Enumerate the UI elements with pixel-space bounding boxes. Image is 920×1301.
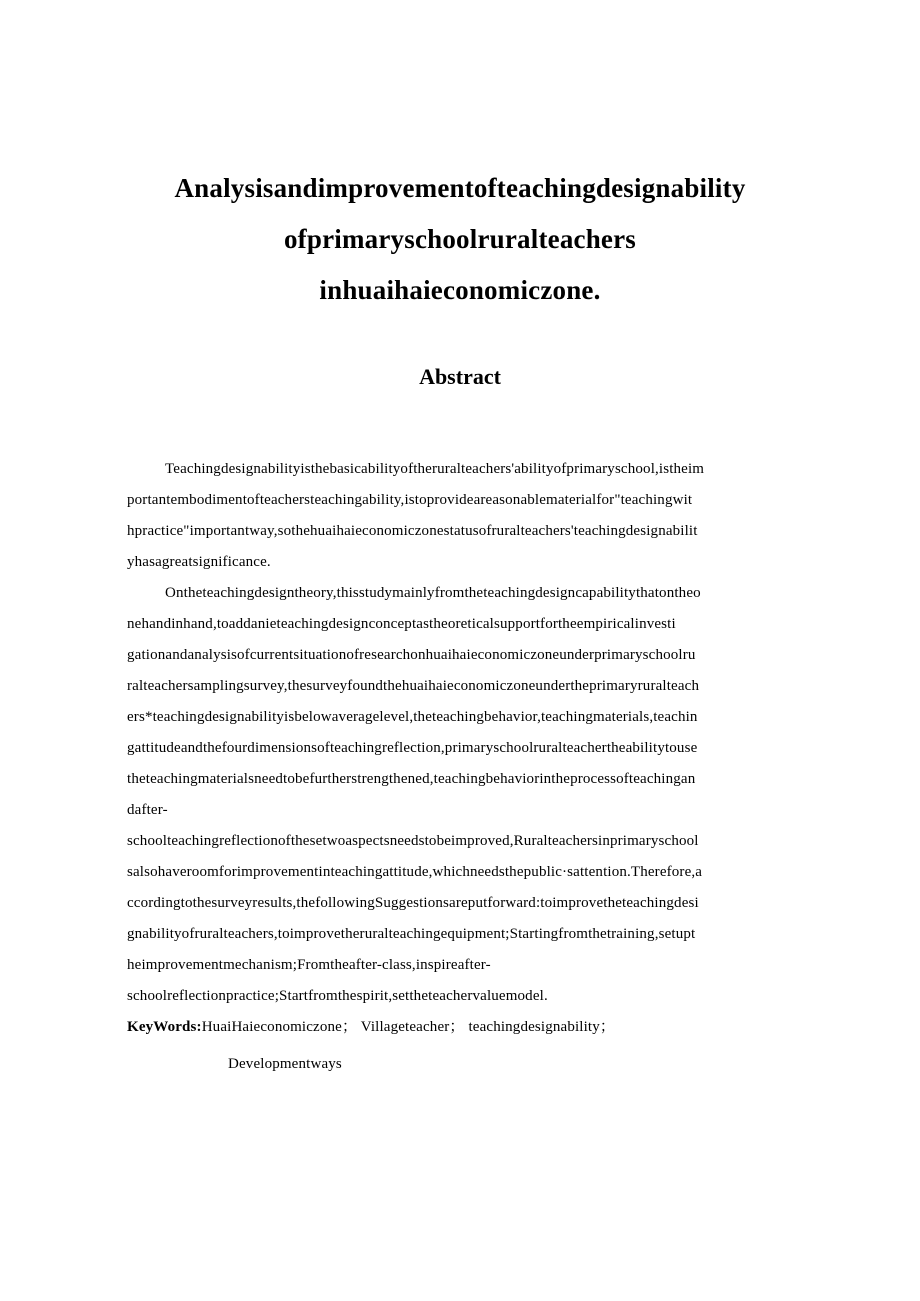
keywords-text: HuaiHaieconomiczone； Villageteacher； teachingdesignability； [201, 1019, 616, 1035]
abstract-line: gattitudeandthefourdimensionsofteachingreflection,primaryschoolruralteachertheabilitytouse [127, 740, 698, 756]
abstract-line: schoolreflectionpractice;Startfromthespirit,settheteachervaluemodel. [127, 988, 548, 1004]
abstract-line: portantembodimentofteachersteachingability,istoprovideareasonablematerialfor"teachingwit [127, 492, 693, 508]
abstract-line: gnabilityofruralteachers,toimprovetheruralteachingequipment;Startingfromthetraining,setupt [127, 926, 696, 942]
abstract-heading: Abstract [419, 364, 501, 389]
title-line-3: inhuaihaieconomiczone. [319, 275, 601, 305]
abstract-line: hpractice"importantway,sothehuaihaieconomiczonestatusofruralteachers'teachingdesignabilit [127, 523, 698, 539]
title-line-1: Analysisandimprovementofteachingdesignability [174, 173, 746, 203]
abstract-line: dafter- [127, 802, 168, 818]
abstract-line: Teachingdesignabilityisthebasicabilityoftheruralteachers'abilityofprimaryschool,istheim [165, 461, 705, 477]
abstract-line: nehandinhand,toaddanieteachingdesignconceptastheoreticalsupportfortheempiricalinvesti [127, 616, 676, 632]
abstract-line: yhasagreatsignificance. [127, 554, 271, 570]
abstract-line: heimprovementmechanism;Fromtheafter-class,inspireafter- [127, 957, 491, 973]
abstract-line: ccordingtothesurveyresults,thefollowingSuggestionsareputforward:toimprovetheteachingdesi [127, 895, 699, 911]
keywords-continuation: Developmentways [228, 1056, 342, 1072]
abstract-line: salsohaveroomforimprovementinteachingattitude,whichneedsthepublic·sattention.Therefore,a [127, 864, 703, 880]
keywords-line [127, 1017, 615, 1037]
keywords-label: KeyWords: [127, 1019, 202, 1035]
abstract-line: ers*teachingdesignabilityisbelowaveragelevel,theteachingbehavior,teachingmaterials,teachin [127, 709, 698, 725]
abstract-line: theteachingmaterialsneedtobefurtherstrengthened,teachingbehaviorintheprocessofteachingan [127, 771, 696, 787]
abstract-line: gationandanalysisofcurrentsituationofresearchonhuaihaieconomiczoneunderprimaryschoolru [127, 647, 696, 663]
abstract-line: schoolteachingreflectionofthesetwoaspectsneedstobeimproved,Ruralteachersinprimaryschool [127, 833, 699, 849]
abstract-line: Ontheteachingdesigntheory,thisstudymainlyfromtheteachingdesigncapabilitythatontheo [165, 585, 701, 601]
document-title [0, 166, 920, 312]
abstract-line: ralteachersamplingsurvey,thesurveyfoundthehuaihaieconomiczoneundertheprimaryruralteach [127, 678, 700, 694]
title-line-2: ofprimaryschoolruralteachers [283, 224, 636, 254]
